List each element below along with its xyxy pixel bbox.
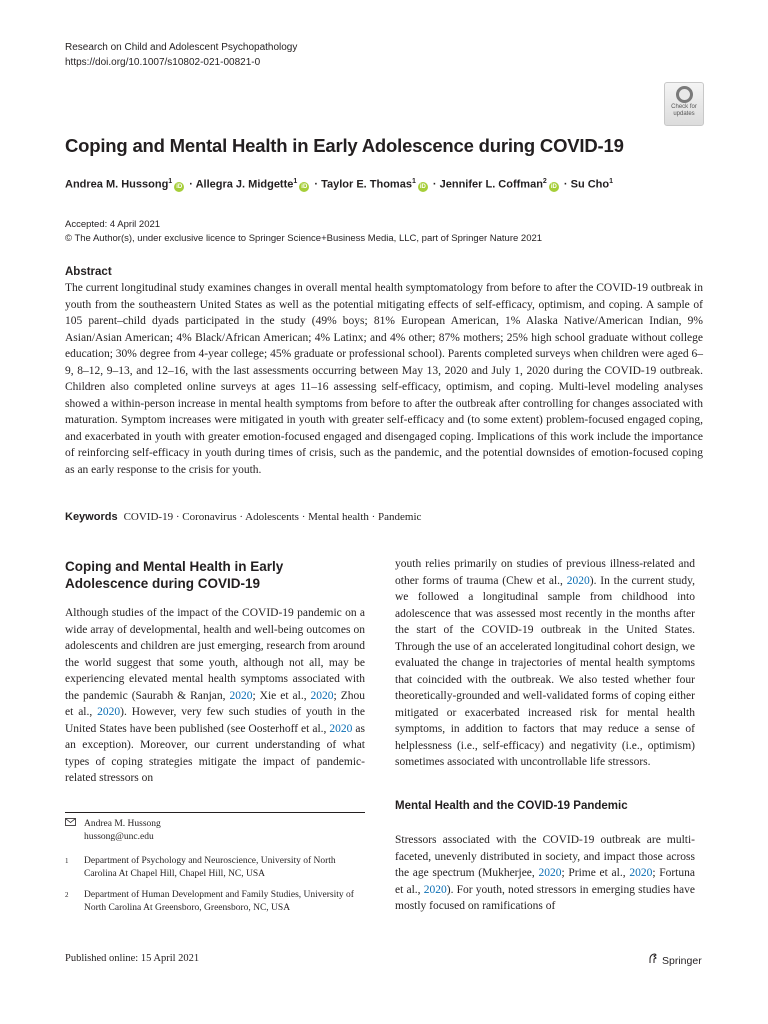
author-name[interactable]: Taylor E. Thomas	[321, 178, 412, 191]
section-heading: Coping and Mental Health in Early Adolescence during COVID-19	[65, 559, 284, 591]
envelope-icon	[65, 818, 76, 831]
author-list: Andrea M. Hussong$^1$iD · Allegra J. Midgette$^1$iD · Taylor E. Thomas$^1$iD · Jennifer L. Coffman$^2$iD · Su Cho$^1$	[65, 178, 614, 191]
doi-link[interactable]: https://doi.org/10.1007/s10802-021-00821-0	[65, 57, 261, 68]
citation-link[interactable]: 2020	[538, 867, 562, 879]
body-column-left: Although studies of the impact of the COVID-19 pandemic on a wide array of developmental, health and well-being outcomes on adolescents and children are just emerging, research from around the world suggest that some youth, although not all, may be experiencing elevated mental health symptoms associated with the pandemic (Saurabh & Ranjan, 2020; Xie et al., 2020; Zhou et al., 2020). However, very few such studies of youth in the United States have been published (see Oosterhoff et al., 2020 as an exception). Moreover, our current understanding of what types of coping strategies mitigate the impact of pandemic-related stressors on	[65, 607, 365, 784]
publisher-logo: Springer	[648, 953, 702, 967]
springer-horse-icon	[648, 953, 658, 967]
copyright-notice: © The Author(s), under exclusive licence to Springer Science+Business Media, LLC, part of Springer Nature 2021	[65, 232, 543, 244]
author-name[interactable]: Andrea M. Hussong	[65, 178, 169, 191]
accepted-date: Accepted: 4 April 2021	[65, 219, 161, 230]
subsection-text: Stressors associated with the COVID-19 outbreak are multi-faceted, unevenly distributed in society, and impact those across the age spectrum (Mukherjee, 2020; Prime et al., 2020; Fortuna et al., 2020). For youth, noted stressors in emerging studies have mostly focused on ramifications of	[395, 834, 695, 912]
author-name[interactable]: Allegra J. Midgette	[195, 178, 294, 191]
affiliation-1: 1 Department of Psychology and Neuroscience, University of North Carolina At Chapel Hill, Chapel Hill, NC, USA	[65, 856, 336, 879]
citation-link[interactable]: 2020	[566, 574, 590, 587]
abstract-heading: Abstract	[65, 266, 112, 278]
footnote-divider	[65, 812, 365, 813]
author-name[interactable]: Jennifer L. Coffman	[439, 178, 543, 191]
keywords-list: COVID-19 · Coronavirus · Adolescents · Mental health · Pandemic	[123, 511, 422, 523]
affiliation-2: 2 Department of Human Development and Family Studies, University of North Carolina At Greensboro, Greensboro, NC, USA	[65, 890, 354, 913]
journal-name: Research on Child and Adolescent Psychopathology	[65, 42, 298, 53]
orcid-icon[interactable]: iD	[301, 183, 308, 190]
orcid-icon[interactable]: iD	[550, 183, 557, 190]
author-name[interactable]: Su Cho	[570, 178, 610, 191]
citation-link[interactable]: 2020	[629, 867, 653, 879]
published-date: Published online: 15 April 2021	[65, 953, 200, 964]
citation-link[interactable]: 2020	[229, 689, 253, 702]
citation-link[interactable]: 2020	[310, 689, 334, 702]
body-column-right: youth relies primarily on studies of previous illness-related and other forms of trauma (Chew et al., 2020). In the current study, we followed a longitudinal sample from childhood into adolescence that was assessed most recently in the months after the start of the COVID-19 outbreak in the United States. Through the use of an accelerated longitudinal cohort design, we evaluated the change in trajectories of mental health symptoms that coincided with the outbreak. We also tested whether four theoretically-grounded and well-validated forms of coping either mitigated or exacerbated increased risk for mental health symptoms, in addition to factors that may reduce a sense of helplessness (i.e., self-efficacy) and negativity (i.e., optimism) sometimes associated with uncontrollable life stressors.	[395, 558, 695, 768]
orcid-icon[interactable]: iD	[176, 183, 183, 190]
citation-link[interactable]: 2020	[97, 706, 121, 718]
abstract-text: The current longitudinal study examines changes in overall mental health symptomatology from before to after the COVID-19 outbreak in youth from the southeastern United States as well as the potential mitigating effects of self-efficacy, optimism, and coping. A sample of 105 parent–child dyads participated in the study (49% boys; 81% European American, 1% Alaska Native/American Indian, 9% Asian/Asian American; 4% Black/African American; 4% Latinx; and 4% other; 87% mothers; 25% high school graduate without college education; 30% degree from 4-year college; 45% graduate or professional school). Parents completed surveys when children were aged 6–9, 8–12, 9–13, and 12–16, with the last assessments occurring between May 13, 2020 and July 1, 2020 during the COVID-19 outbreak. Children also completed online surveys at ages 11–16 assessing self-efficacy, optimism, and coping. Multi-level modeling analyses showed a within-person increase in mental health symptoms from before to after the outbreak after controlling for changes associated with maturation. Symptom increases were mitigated in youth with greater self-efficacy and (to some extent) problem-focused engaged coping, and exacerbated in youth with greater emotion-focused engaged and disengaged coping. Implications of this work include the importance of reinforcing self-efficacy in youth during times of crisis, such as the pandemic, and the potential downsides of emotion-focused coping as an early response to the crisis for youth.	[65, 282, 703, 476]
citation-link[interactable]: 2020	[329, 722, 353, 735]
check-for-updates-badge[interactable]: Check for updates	[664, 82, 704, 126]
keywords-label: Keywords	[65, 511, 118, 523]
corresponding-author	[65, 818, 365, 844]
contact-email[interactable]: hussong@unc.edu	[84, 832, 154, 842]
orcid-icon[interactable]: iD	[419, 183, 426, 190]
crossmark-icon	[676, 86, 693, 103]
subsection-heading: Mental Health and the COVID-19 Pandemic	[395, 800, 628, 812]
contact-name: Andrea M. Hussong	[84, 819, 161, 829]
keywords	[65, 511, 421, 523]
citation-link[interactable]: 2020	[423, 883, 447, 896]
journal-header	[65, 40, 297, 70]
article-title: Coping and Mental Health in Early Adolescence during COVID-19	[65, 135, 624, 156]
article-meta	[65, 218, 542, 245]
